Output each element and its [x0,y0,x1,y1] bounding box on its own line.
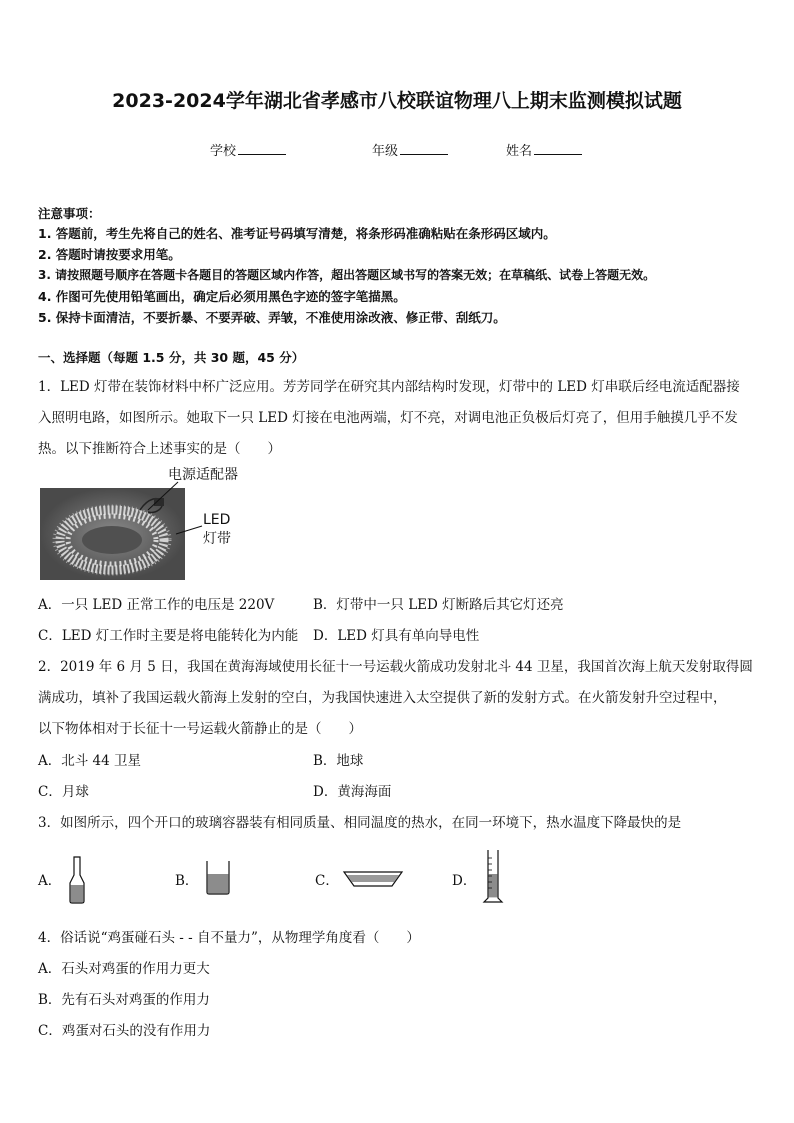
name-blank [534,142,582,155]
q4-option-c: C．鸡蛋对石头的没有作用力 [38,1023,211,1039]
section-heading: 一、选择题（每题 1.5 分，共 30 题，45 分） [38,350,305,365]
question-3-line: 3．如图所示，四个开口的玻璃容器装有相同质量、相同温度的热水，在同一环境下，热水温度下降最快的是 [38,815,682,831]
q1-option-b: B．灯带中一只 LED 灯断路后其它灯还亮 [313,597,564,613]
notice-item: 3. 请按照题号顺序在答题卡各题目的答题区域内作答，超出答题区域书写的答案无效；在草稿纸、试卷上答题无效。 [38,268,656,282]
q2-option-d: D．黄海海面 [313,784,392,800]
question-1-line: 热。以下推断符合上述事实的是（ ） [38,441,281,457]
q3-option-d: D． [452,873,477,889]
name-label: 姓名 [506,144,533,159]
q3-option-c: C． [315,873,339,889]
notice-item: 2. 答题时请按要求用笔。 [38,247,181,262]
notice-item: 1. 答题前，考生先将自己的姓名、准考证号码填写清楚，将条形码准确粘贴在条形码区域内。 [38,226,556,241]
question-1-line: 1．LED 灯带在装饰材料中杯广泛应用。芳芳同学在研究其内部结构时发现，灯带中的 LED 灯串联后经电流适配器接 [38,379,740,395]
grade-blank [400,142,448,155]
question-2-line: 以下物体相对于长征十一号运载火箭静止的是（ ） [38,721,362,737]
beaker-icon [204,858,232,896]
notice-item: 4. 作图可先使用铅笔画出，确定后必须用黑色字迹的签字笔描黑。 [38,289,406,304]
school-blank [238,142,286,155]
school-field [210,140,286,159]
q2-option-b: B．地球 [313,753,364,769]
exam-title: 2023-2024学年湖北省孝感市八校联谊物理八上期末监测模拟试题 [112,90,682,112]
q1-option-c: C．LED 灯工作时主要是将电能转化为内能 [38,628,299,644]
q2-option-c: C．月球 [38,784,89,800]
q4-option-a: A．石头对鸡蛋的作用力更大 [38,961,210,977]
figure-label-led: LED [203,512,231,528]
figure-label-strip: 灯带 [203,531,231,547]
q2-option-a: A．北斗 44 卫星 [38,753,142,769]
figure-label-adapter: 电源适配器 [168,467,238,483]
question-1-line: 入照明电路，如图所示。她取下一只 LED 灯接在电池两端，灯不亮，对调电池正负极后灯亮了，但用手触摸几乎不发 [38,410,738,426]
q1-option-d: D．LED 灯具有单向导电性 [313,628,480,644]
q3-option-b: B． [175,873,199,889]
figure-pointer-lines [140,480,210,540]
q3-option-a: A． [38,873,62,889]
name-field [506,140,582,159]
question-2-line: 2．2019 年 6 月 5 日，我国在黄海海域使用长征十一号运载火箭成功发射北斗 44 卫星，我国首次海上航天发射取得圆 [38,659,753,675]
question-4-line: 4．俗话说“鸡蛋碰石头 - - 自不量力”，从物理学角度看（ ） [38,930,420,946]
question-2-line: 满成功，填补了我国运载火箭海上发射的空白，为我国快速进入太空提供了新的发射方式。在火箭发射升空过程中， [38,690,727,706]
notice-item: 5. 保持卡面清洁，不要折暴、不要弄破、弄皱，不准使用涂改液、修正带、刮纸刀。 [38,310,506,325]
graduated-cylinder-icon [480,848,506,906]
notice-heading: 注意事项： [38,206,101,221]
q1-option-a: A．一只 LED 正常工作的电压是 220V [38,597,275,613]
grade-field [372,140,448,159]
q4-option-b: B．先有石头对鸡蛋的作用力 [38,992,210,1008]
grade-label: 年级 [372,144,399,159]
shallow-dish-icon [342,868,404,890]
school-label: 学校 [210,144,237,159]
narrow-bottle-icon [66,855,88,905]
